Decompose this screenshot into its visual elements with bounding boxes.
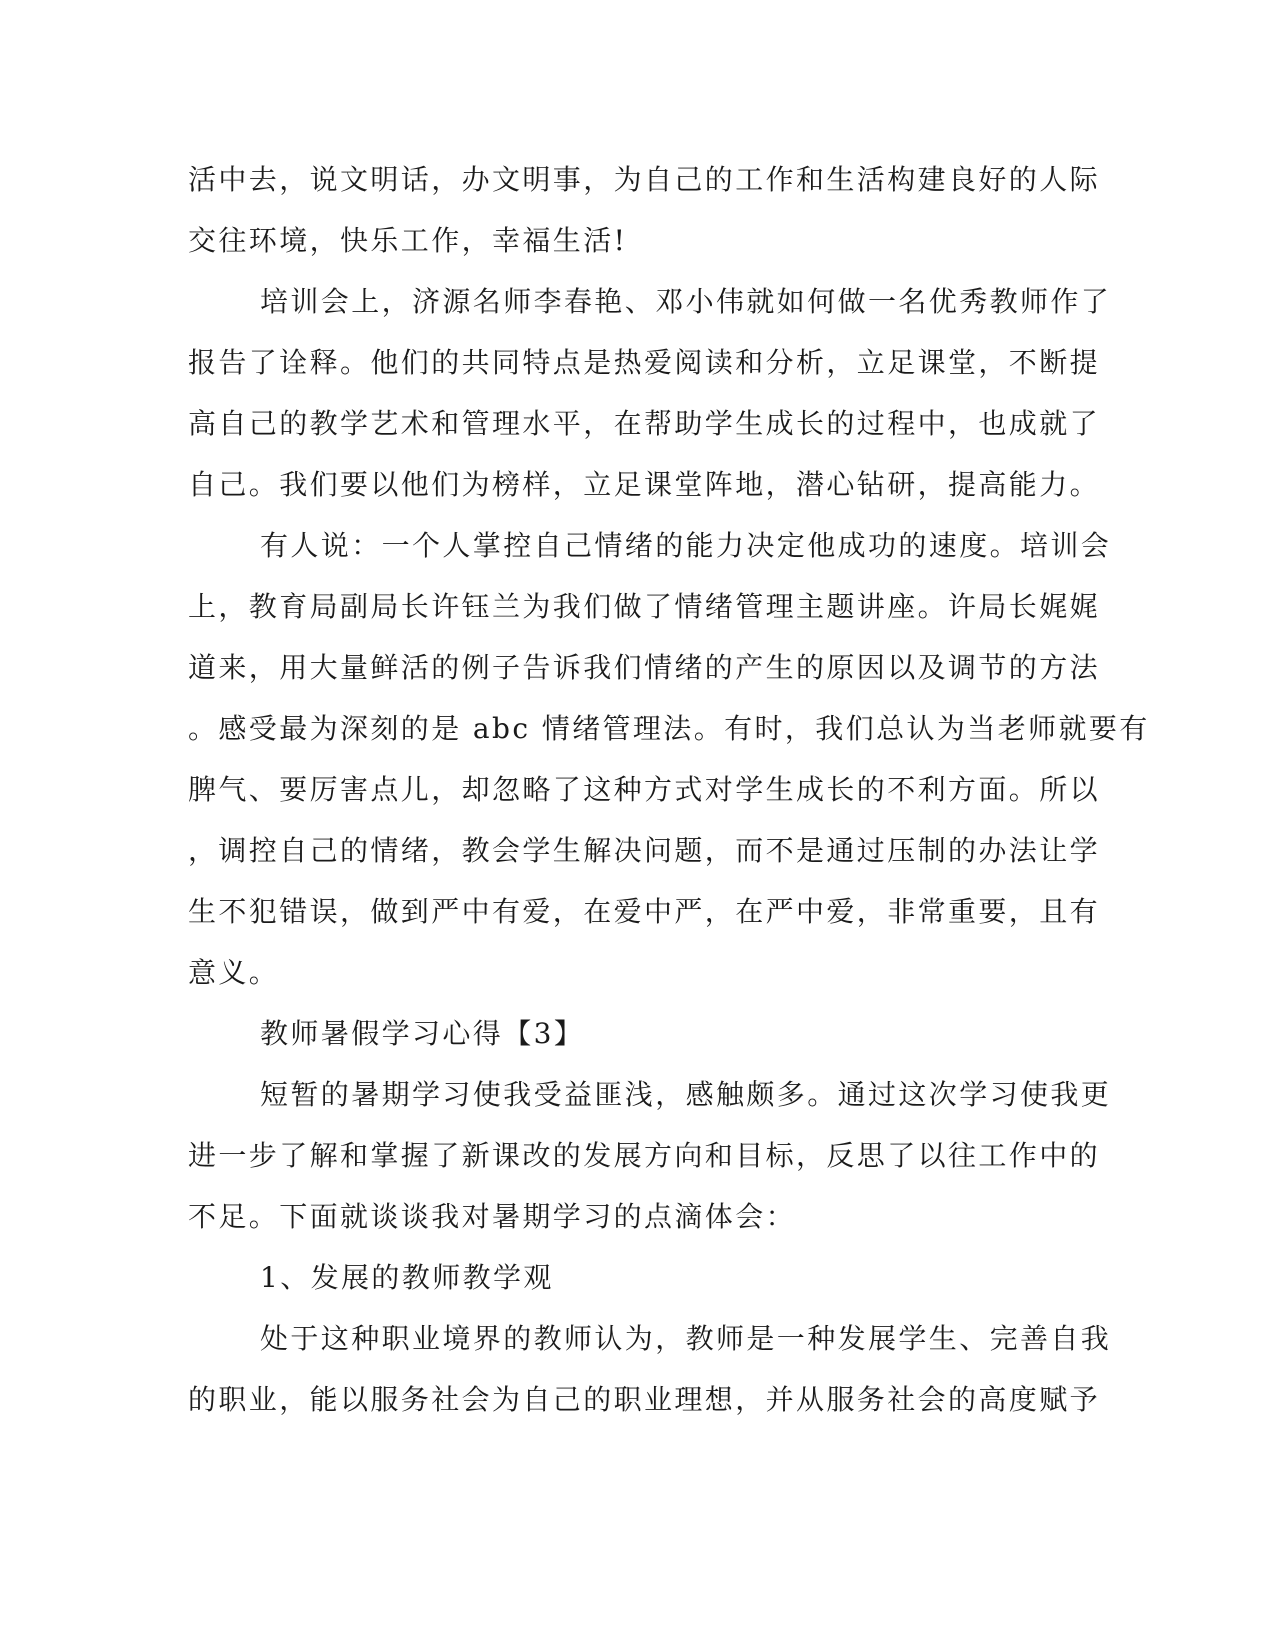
paragraph-line: 自己。我们要以他们为榜样，立足课堂阵地，潜心钻研，提高能力。 — [188, 468, 1101, 501]
paragraph-line: 处于这种职业境界的教师认为，教师是一种发展学生、完善自我 — [260, 1322, 1112, 1355]
paragraph-line: 意义。 — [188, 956, 280, 989]
paragraph-line: 进一步了解和掌握了新课改的发展方向和目标，反思了以往工作中的 — [188, 1139, 1101, 1172]
paragraph-line: 高自己的教学艺术和管理水平，在帮助学生成长的过程中，也成就了 — [188, 407, 1101, 440]
paragraph-line: 交往环境，快乐工作，幸福生活! — [188, 224, 628, 257]
paragraph-line: ，调控自己的情绪，教会学生解决问题，而不是通过压制的办法让学 — [188, 834, 1101, 867]
paragraph-line: 报告了诠释。他们的共同特点是热爱阅读和分析，立足课堂，不断提 — [188, 346, 1101, 379]
section-heading: 教师暑假学习心得【3】 — [260, 1017, 585, 1050]
list-item-heading: 1、发展的教师教学观 — [260, 1261, 554, 1294]
paragraph-line: 短暂的暑期学习使我受益匪浅，感触颇多。通过这次学习使我更 — [260, 1078, 1112, 1111]
paragraph-line: 脾气、要厉害点儿，却忽略了这种方式对学生成长的不利方面。所以 — [188, 773, 1101, 806]
paragraph-line: 上，教育局副局长许钰兰为我们做了情绪管理主题讲座。许局长娓娓 — [188, 590, 1101, 623]
paragraph-line: 的职业，能以服务社会为自己的职业理想，并从服务社会的高度赋予 — [188, 1383, 1101, 1416]
paragraph-line: 活中去，说文明话，办文明事，为自己的工作和生活构建良好的人际 — [188, 163, 1101, 196]
paragraph-line: 有人说：一个人掌控自己情绪的能力决定他成功的速度。培训会 — [260, 529, 1112, 562]
paragraph-line: 生不犯错误，做到严中有爱，在爱中严，在严中爱，非常重要，且有 — [188, 895, 1101, 928]
paragraph-line: 培训会上，济源名师李春艳、邓小伟就如何做一名优秀教师作了 — [260, 285, 1112, 318]
paragraph-line: 道来，用大量鲜活的例子告诉我们情绪的产生的原因以及调节的方法 — [188, 651, 1101, 684]
paragraph-line: 。感受最为深刻的是 abc 情绪管理法。有时，我们总认为当老师就要有 — [188, 712, 1150, 745]
paragraph-line: 不足。下面就谈谈我对暑期学习的点滴体会： — [188, 1200, 797, 1233]
